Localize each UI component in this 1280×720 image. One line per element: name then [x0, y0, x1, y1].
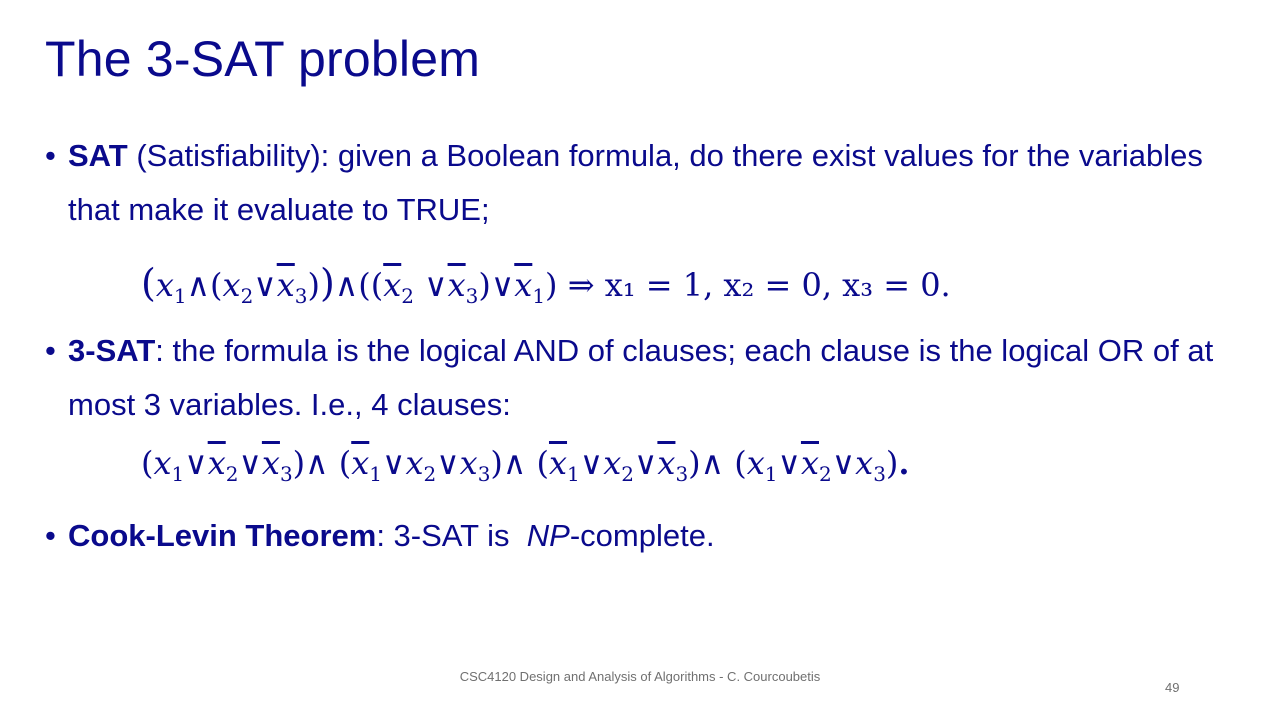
example-formula-sat: $(x_1\wedge(x_2\vee\overline{x}_3))\wedge((\overline{x}_2$ $\vee\overline{x}_3)\vee\overline{x}_1$) ⇒ x₁ = 1, x₂ = 0, x₃ = 0. — [141, 261, 951, 308]
bullet-sat — [45, 129, 1245, 237]
np-term: NP — [526, 518, 570, 553]
bullet-text — [68, 129, 1245, 237]
sat-description: (Satisfiability): given a Boolean formula, do there exist values for the variables that make it evaluate to TRUE; — [68, 138, 1203, 227]
bullet-cook-levin — [45, 509, 1245, 563]
bullet-text — [68, 509, 1245, 563]
formula-assignment: x₁ = 1, x₂ = 0, x₃ = 0. — [604, 266, 951, 304]
slide-title: The 3-SAT problem — [45, 31, 481, 87]
example-formula-3sat: $(x_1\vee\overline{x}_2\vee\overline{x}_3)\wedge$ $(\overline{x}_1\vee x_2\vee x_3)\wedge$ $(\overline{x}_1\vee x_2\vee\overline{x}_3)\wedge$ $(x_1\vee\overline{x}_2\vee x_3)$. — [141, 444, 910, 486]
slide-footer: CSC4120 Design and Analysis of Algorithms - C. Courcoubetis — [459, 669, 821, 684]
bullet-dot: • — [45, 518, 56, 553]
term-sat: SAT — [68, 138, 128, 173]
bullet-dot: • — [45, 138, 56, 173]
cook-mid: : 3-SAT is — [376, 518, 527, 553]
term-cook-levin: Cook-Levin Theorem — [68, 518, 377, 553]
cook-end: -complete. — [569, 518, 715, 553]
term-3sat: 3-SAT — [68, 333, 156, 368]
3sat-description: : the formula is the logical AND of clauses; each clause is the logical OR of at most 3 variables. I.e., 4 clauses: — [68, 333, 1214, 422]
bullet-dot: • — [45, 333, 56, 368]
page-number: 49 — [1165, 680, 1180, 695]
bullet-text — [68, 324, 1245, 432]
bullet-3sat — [45, 324, 1245, 432]
